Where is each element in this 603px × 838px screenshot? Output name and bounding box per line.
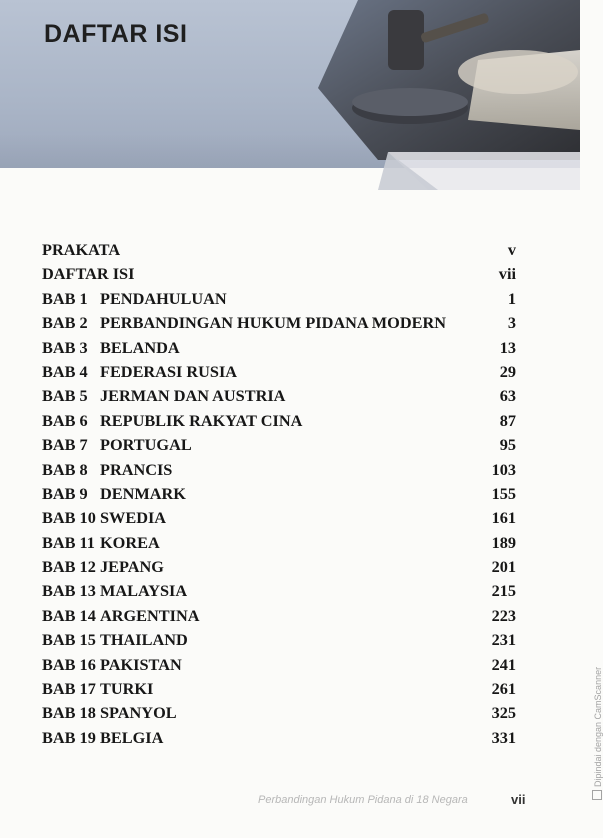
toc-row[interactable] (42, 557, 516, 581)
toc-row[interactable] (42, 362, 516, 386)
toc-chapter-title: MALAYSIA (100, 581, 188, 601)
toc-chapter-title: PENDAHULUAN (100, 288, 227, 308)
toc-page: 201 (491, 557, 516, 577)
gavel-photo (318, 0, 580, 190)
toc-chapter-title: FEDERASI RUSIA (100, 361, 238, 381)
toc-row[interactable] (42, 460, 516, 484)
toc-row[interactable] (42, 606, 516, 630)
toc-chapter-number: BAB 2 (42, 313, 88, 333)
toc-chapter-title: REPUBLIK RAKYAT CINA (100, 410, 303, 430)
toc-page: 13 (499, 337, 516, 357)
toc-row[interactable] (42, 703, 516, 727)
toc-chapter-title: THAILAND (100, 630, 188, 650)
toc-page: 95 (499, 435, 516, 455)
page-title: DAFTAR ISI (44, 20, 188, 48)
toc-page: 189 (491, 532, 516, 552)
toc-page: 331 (491, 727, 516, 747)
toc-chapter-title: SPANYOL (100, 703, 177, 723)
toc-chapter-number: BAB 14 (42, 605, 96, 625)
toc-chapter-title: PRANCIS (100, 459, 173, 479)
toc-row[interactable] (42, 264, 516, 288)
toc-page: 223 (491, 605, 516, 625)
toc-page: 215 (491, 581, 516, 601)
toc-page: 87 (499, 410, 516, 430)
toc-page: 161 (491, 508, 516, 528)
scanner-watermark (592, 667, 603, 800)
toc-chapter-number: BAB 19 (42, 727, 96, 747)
toc-page: 325 (491, 703, 516, 723)
toc-page: 103 (491, 459, 516, 479)
toc-page: 3 (507, 313, 516, 333)
toc-page: 241 (491, 654, 516, 674)
table-of-contents (42, 240, 516, 752)
toc-chapter-number: BAB 4 (42, 361, 88, 381)
toc-row[interactable] (42, 655, 516, 679)
toc-chapter-number: BAB 16 (42, 654, 96, 674)
toc-chapter-number: BAB 1 (42, 288, 88, 308)
toc-chapter-number: BAB 12 (42, 557, 96, 577)
toc-row[interactable] (42, 386, 516, 410)
toc-chapter-title: PAKISTAN (100, 654, 182, 674)
toc-chapter-title: DENMARK (100, 483, 186, 503)
toc-chapter-title: TURKI (100, 679, 154, 699)
toc-row[interactable] (42, 411, 516, 435)
toc-chapter-number: BAB 6 (42, 410, 88, 430)
toc-chapter-number: BAB 9 (42, 483, 88, 503)
toc-row[interactable] (42, 728, 516, 752)
toc-chapter-number: BAB 15 (42, 630, 96, 650)
toc-chapter-title: KOREA (100, 532, 160, 552)
toc-row[interactable] (42, 679, 516, 703)
toc-chapter-title: BELGIA (100, 727, 164, 747)
toc-label: PRAKATA (42, 240, 121, 259)
toc-chapter-title: JERMAN DAN AUSTRIA (100, 386, 286, 406)
toc-chapter-number: BAB 18 (42, 703, 96, 723)
toc-chapter-title: JEPANG (100, 557, 164, 577)
toc-chapter-title: PORTUGAL (100, 435, 192, 455)
toc-chapter-number: BAB 13 (42, 581, 96, 601)
toc-chapter-number: BAB 7 (42, 435, 88, 455)
toc-row[interactable] (42, 338, 516, 362)
toc-page: vii (498, 264, 516, 284)
toc-page: 231 (491, 630, 516, 650)
toc-chapter-number: BAB 11 (42, 532, 95, 552)
toc-chapter-number: BAB 10 (42, 508, 96, 528)
toc-page: 155 (491, 483, 516, 503)
toc-chapter-number: BAB 17 (42, 679, 96, 699)
toc-page: v (507, 240, 516, 259)
toc-chapter-number: BAB 8 (42, 459, 88, 479)
toc-row[interactable] (42, 508, 516, 532)
toc-chapter-title: PERBANDINGAN HUKUM PIDANA MODERN (100, 313, 446, 333)
toc-row[interactable] (42, 581, 516, 605)
toc-chapter-title: ARGENTINA (100, 605, 200, 625)
toc-chapter-number: BAB 3 (42, 337, 88, 357)
toc-row[interactable] (42, 533, 516, 557)
toc-label: DAFTAR ISI (42, 264, 135, 284)
toc-chapter-title: SWEDIA (100, 508, 167, 528)
toc-page: 29 (499, 361, 516, 381)
toc-page: 1 (507, 288, 516, 308)
toc-row[interactable] (42, 289, 516, 313)
toc-page: 63 (499, 386, 516, 406)
scanner-watermark-text: Dipindai dengan CamScanner (593, 666, 603, 787)
toc-row[interactable] (42, 484, 516, 508)
toc-row[interactable] (42, 435, 516, 459)
page-number: vii (511, 792, 526, 807)
toc-row[interactable] (42, 313, 516, 337)
toc-page: 261 (491, 679, 516, 699)
running-footer: Perbandingan Hukum Pidana di 18 Negara (258, 794, 468, 806)
toc-row[interactable] (42, 630, 516, 654)
toc-chapter-number: BAB 5 (42, 386, 88, 406)
camscanner-icon (592, 790, 602, 800)
toc-row[interactable] (42, 240, 516, 264)
toc-chapter-title: BELANDA (100, 337, 180, 357)
